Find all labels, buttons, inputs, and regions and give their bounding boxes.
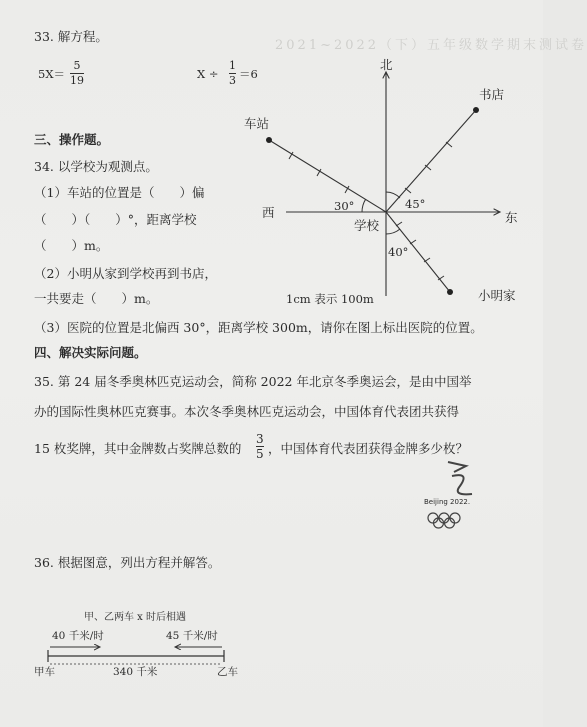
fraction-numerator: 3 xyxy=(256,432,264,446)
fraction-denominator: 3 xyxy=(229,74,236,87)
q34-line3: （ ）m。 xyxy=(34,238,109,253)
q33-eq2-right: ＝6 xyxy=(239,67,258,81)
q36-speed-left: 40 千米/时 xyxy=(52,630,104,642)
q36-car-a: 甲车 xyxy=(34,666,55,678)
section4-heading: 四、解决实际问题。 xyxy=(34,345,147,360)
fraction-denominator: 5 xyxy=(256,447,264,461)
ray-to-bookstore xyxy=(386,110,476,212)
map-bookstore-label: 书店 xyxy=(479,87,505,102)
beijing-2022-logo-text: Beijing 2022. xyxy=(424,498,471,506)
q35-line3b: ，中国体育代表团获得金牌多少枚？ xyxy=(268,441,469,456)
q35-fraction xyxy=(256,433,264,460)
arc-30 xyxy=(362,199,366,212)
q33-title: 33. 解方程。 xyxy=(34,29,108,44)
q36-diagram-title: 甲、乙两车 x 时后相遇 xyxy=(84,612,186,623)
map-school-label: 学校 xyxy=(354,218,380,233)
q34-line2: （ ）（ ）°，距离学校 xyxy=(34,212,197,227)
q36-speed-right: 45 千米/时 xyxy=(166,630,218,642)
map-station-label: 车站 xyxy=(244,116,270,131)
q34-line4: （2）小明从家到学校再到书店， xyxy=(34,266,217,281)
q34-line5: 一共要走（ ）m。 xyxy=(34,291,159,306)
bleed-through-text: 2021~2022（下）五年级数学期末测试卷 xyxy=(275,38,587,53)
map-angle-west: 30° xyxy=(334,199,355,213)
map-angle-east: 45° xyxy=(405,197,426,211)
q35-line3a: 15 枚奖牌，其中金牌数占奖牌总数的 xyxy=(34,441,242,456)
q35-line1: 35. 第 24 届冬季奥林匹克运动会，简称 2022 年北京冬季奥运会，是由中国举 xyxy=(34,374,472,389)
q36-distance: 340 千米 xyxy=(113,666,158,678)
q33-eq2-left: X ÷ xyxy=(197,67,219,81)
q34-line6: （3）医院的位置是北偏西 30°，距离学校 300m，请你在图上标出医院的位置。 xyxy=(34,320,483,335)
q33-eq1-left: 5X＝ xyxy=(38,67,66,81)
map-angle-south: 40° xyxy=(388,245,409,259)
bookstore-point xyxy=(473,107,479,113)
q34-line1: （1）车站的位置是（ ）偏 xyxy=(34,185,205,200)
fraction-numerator: 1 xyxy=(229,59,236,72)
map-north-label: 北 xyxy=(380,57,393,72)
section3-heading: 三、操作题。 xyxy=(34,132,110,147)
ray-to-station xyxy=(269,140,386,212)
q35-line2: 办的国际性奥林匹克赛事。本次冬季奥林匹克运动会，中国体育代表团共获得 xyxy=(34,404,460,419)
home-point xyxy=(447,289,453,295)
map-scale-label: 1cm 表示 100m xyxy=(286,292,374,306)
map-west-label: 西 xyxy=(262,205,275,220)
fraction-denominator: 19 xyxy=(70,74,84,87)
arc-40 xyxy=(386,229,400,234)
scale-ticks xyxy=(289,142,452,280)
q36-title: 36. 根据图意，列出方程并解答。 xyxy=(34,555,221,570)
map-home-label: 小明家 xyxy=(478,288,516,303)
station-point xyxy=(266,137,272,143)
q34-title: 34. 以学校为观测点。 xyxy=(34,159,158,174)
beijing-2022-emblem xyxy=(428,462,472,528)
q36-car-b: 乙车 xyxy=(217,666,238,678)
fraction-numerator: 5 xyxy=(73,59,81,72)
map-east-label: 东 xyxy=(505,210,518,225)
arc-45 xyxy=(386,192,400,198)
